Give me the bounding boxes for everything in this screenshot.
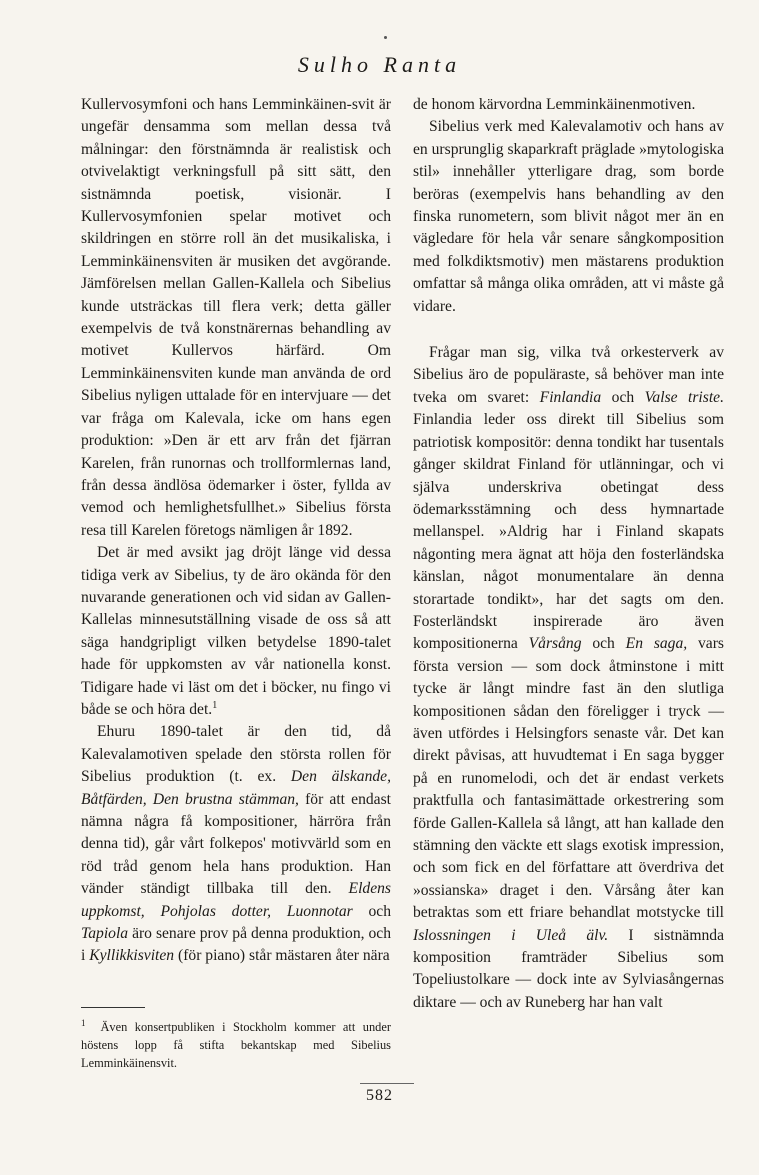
footnote-divider: [81, 1007, 145, 1008]
right-column: [413, 94, 724, 1014]
left-paragraph-1: Kullervosymfoni och hans Lemminkäinen-svit är ungefär densamma som mellan dessa två målningar: den förstnämnda är realistisk och otvivelaktigt verkningsfull på sitt sätt, den sistnämnda poetisk, visionär. I Kullervosymfonien spelar motivet och skildringen en större roll än det musikaliska, i Lemminkäinensviten är musiken det avgörande. Jämförelsen mellan Gallen-Kallela och Sibelius kunde utsträckas till flera verk; detta gäller exempelvis de två konstnärernas behandling av motivet Kullervos härfärd. Om Lemminkäinensviten kunde man använda de ord Sibelius nyligen uttalade för en intervjuare — det var fråga om Kalevala, icke om hans egen produktion: »Den är ett arv från det fjärran Karelen, från runornas och trollformlernas land, från dessa ändlösa ödemarker i öster, fyllda av vemod och hemlighetsfullhet.» Sibelius första resa till Karelen företogs nämligen år 1892.: [81, 96, 391, 539]
page-number: 582: [366, 1087, 393, 1104]
right-paragraph-3: Frågar man sig, vilka två orkesterverk av Sibelius äro de populäraste, så behöver man inte tveka om svaret: Finlandia och Valse triste. Finlandia leder oss direkt till Sibelius som patriotisk kompositör: denna tondikt har tusentals gånger skildrat Finland för utlänningar, och vi själva underskriva obetingat dess ödemarksstämning och dess hymnartade mellanspel. »Aldrig har i Finland skapats någonting mera ägnat att höja den fosterländska känslan, något monumentalare än denna storartade tondikt», har det sagts om den. Fosterländskt inspirerade äro även kompositionerna Vårsång och En saga, vars första version — som dock åtminstone i mitt tycke är långt mindre fast än den slutliga kompositionen sådan den föreligger i tryck — även utfördes i Helsingfors senaste vår. Det kan direkt påvisas, att huvudtemat i En saga bygger på en runomelodi, och det är endast verkets praktfulla och fantasimättade orkestrering som förde Gallen-Kallela så långt, att han kallade den stämning den väckte ett slags exotisk impression, och som fick en del författare att överdriva det »ossianska» draget i den. Vårsång åter kan betraktas som ett friare behandlat motstycke till Islossningen i Uleå älv. I sistnämnda komposition framträder Sibelius som Topeliustolkare — dock inte av Sylviasångernas diktare — och av Runeberg har han valt: [413, 344, 724, 1011]
left-paragraph-3: Ehuru 1890-talet är den tid, då Kalevalamotiven spelade den största rollen för Sibelius produktion (t. ex. Den älskande, Båtfärden, Den brustna stämman, för att endast nämna några få kompositioner, härröra från denna tid), går vårt folkepos' motivvärld som en röd tråd genom hela hans produktion. Han vänder ständigt tillbaka till den. Eldens uppkomst, Pohjolas dotter, Luonnotar och Tapiola äro senare prov på denna produktion, och i Kyllikkisviten (för piano) står mästaren åter nära: [81, 723, 391, 965]
left-paragraph-2: Det är med avsikt jag dröjt länge vid dessa tidiga verk av Sibelius, ty de äro okända för den nuvarande generationen och vid sidan av Gallen-Kallelas minnesutställning visade de oss så att säga handgripligt vilken betydelse 1890-talet hade för uppkomsten av vår nationella konst. Tidigare hade vi läst om det i böcker, nu fingo vi både se och höra det.$^1$: [81, 544, 391, 718]
footnote: $^1$ Även konsertpubliken i Stockholm kommer att under höstens lopp få stifta bekantskap med Sibelius Lemminkäinensvit.: [81, 1017, 391, 1070]
footnote-reference: 1: [212, 699, 218, 711]
page-number-rule: [360, 1083, 414, 1084]
right-paragraph-2: Sibelius verk med Kalevalamotiv och hans av en ursprunglig skaparkraft präglade »mytologiska stil» innehåller ytterligare drag, som borde beröras (exempelvis hans behandling av den finska runometern, som blivit något mer än en vägledare för hela vår senare sångkomposition med folkdiktsmotiv) men mästarens produktion omfattar så många olika områden, att vi måste gå vidare.: [413, 118, 724, 315]
left-column: [81, 94, 391, 968]
right-paragraph-1: de honom kärvordna Lemminkäinenmotiven.: [413, 96, 696, 113]
running-header: Sulho Ranta: [297, 52, 462, 77]
header-ornament-dot: [384, 36, 387, 39]
